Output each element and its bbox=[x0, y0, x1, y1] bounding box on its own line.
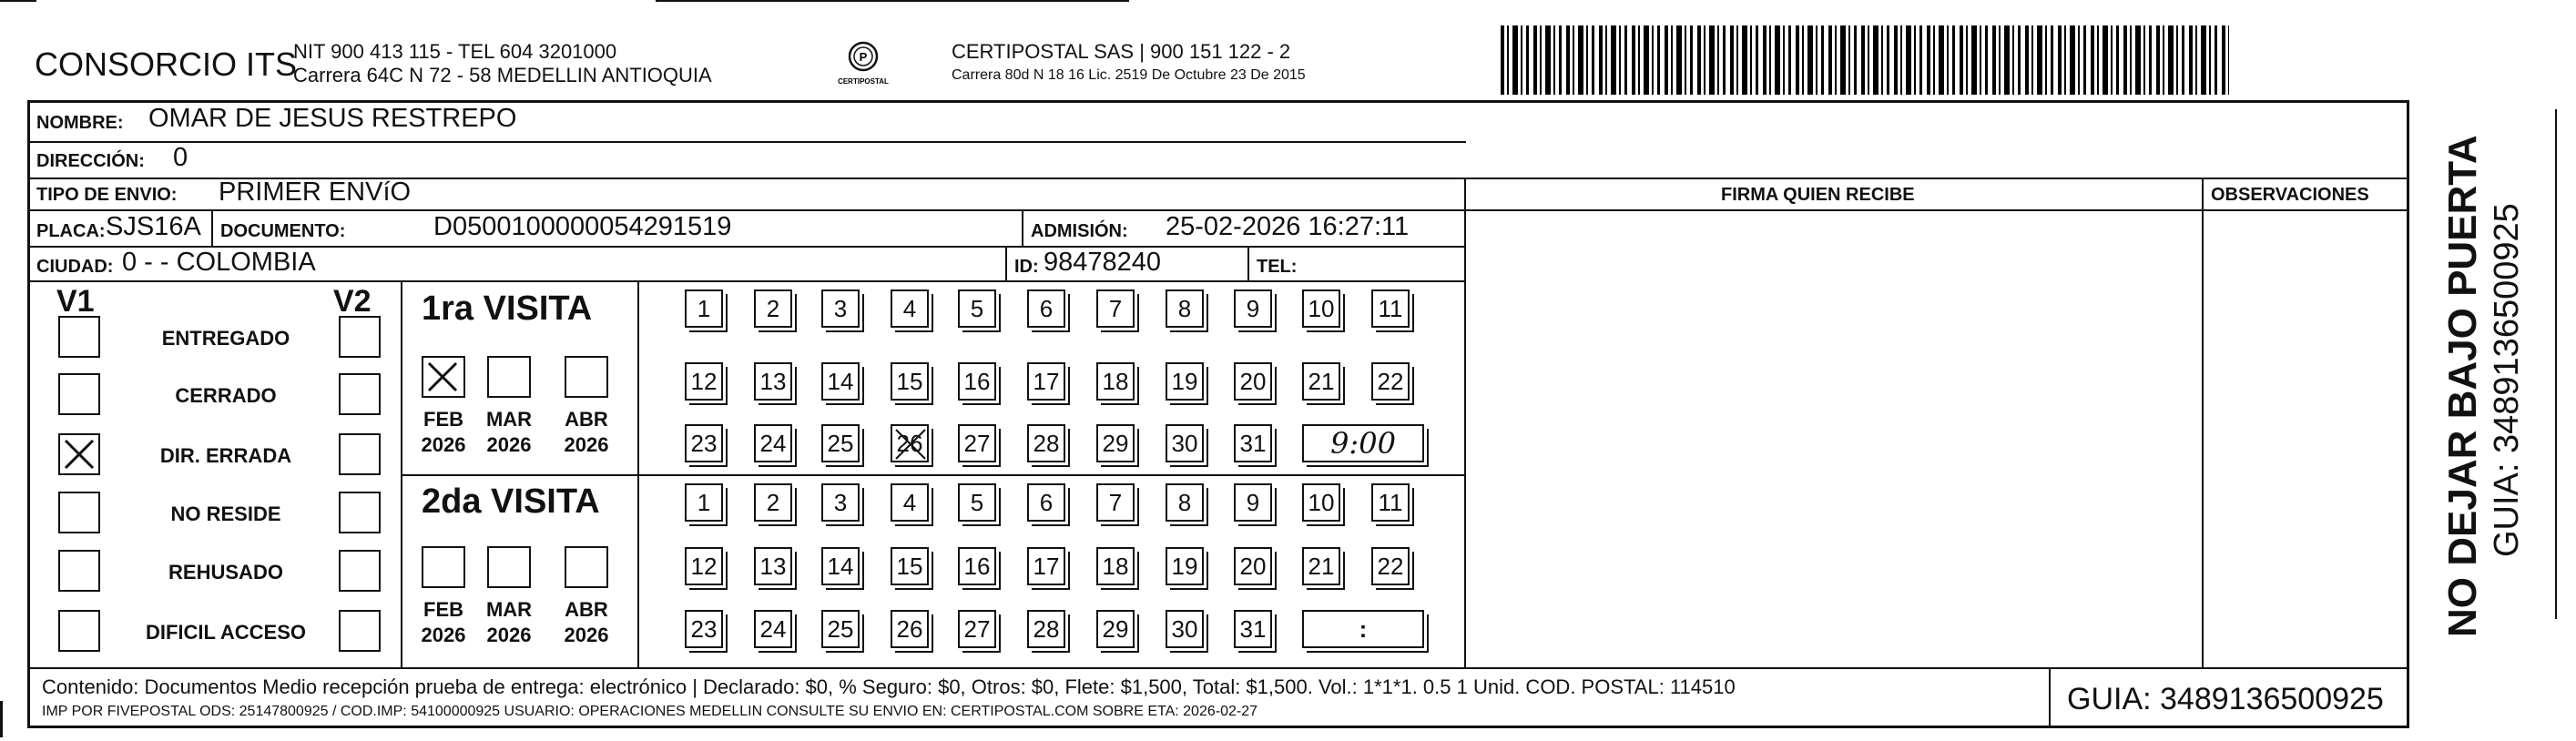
v2-checkbox-dir-errada[interactable] bbox=[339, 433, 381, 475]
placa-label: PLACA: bbox=[36, 221, 106, 241]
admision-label: ADMISIÓN: bbox=[1031, 221, 1128, 241]
first-visit-month-label: MAR bbox=[485, 408, 533, 431]
first-visit-day-10[interactable]: 10 bbox=[1302, 289, 1340, 328]
second-visit-day-19[interactable]: 19 bbox=[1166, 547, 1204, 585]
first-visit-day-8[interactable]: 8 bbox=[1166, 289, 1204, 328]
v1-checkbox-cerrado[interactable] bbox=[58, 373, 100, 415]
second-visit-day-17[interactable]: 17 bbox=[1027, 547, 1065, 585]
first-visit-day-25[interactable]: 25 bbox=[821, 424, 860, 462]
second-visit-month-mar-checkbox[interactable] bbox=[487, 546, 531, 588]
second-visit-day-4[interactable]: 4 bbox=[891, 483, 929, 522]
v2-checkbox-rehusado[interactable] bbox=[339, 550, 381, 592]
footer-guia: GUIA: 3489136500925 bbox=[2067, 682, 2384, 716]
first-visit-day-6[interactable]: 6 bbox=[1027, 289, 1065, 328]
first-visit-month-abr-checkbox[interactable] bbox=[565, 356, 608, 398]
first-visit-month-label: FEB bbox=[423, 408, 463, 431]
ciudad-label: CIUDAD: bbox=[36, 257, 114, 277]
second-visit-year-label: 2026 bbox=[486, 624, 532, 646]
logo-wordmark: CERTIPOSTAL bbox=[838, 77, 889, 86]
nombre-label: NOMBRE: bbox=[36, 113, 124, 133]
second-visit-day-22[interactable]: 22 bbox=[1371, 547, 1410, 585]
second-visit-day-12[interactable]: 12 bbox=[685, 547, 723, 585]
address-line: Carrera 64C N 72 - 58 MEDELLIN ANTIOQUIA bbox=[293, 64, 712, 86]
barcode bbox=[1501, 25, 2229, 95]
first-visit-day-29[interactable]: 29 bbox=[1096, 424, 1135, 462]
first-visit-day-3[interactable]: 3 bbox=[821, 289, 860, 328]
first-visit-year-label: 2026 bbox=[421, 433, 466, 456]
first-visit-day-30[interactable]: 30 bbox=[1166, 424, 1204, 462]
status-label: REHUSADO bbox=[168, 561, 283, 584]
first-visit-day-17[interactable]: 17 bbox=[1027, 362, 1065, 401]
second-visit-day-8[interactable]: 8 bbox=[1166, 483, 1204, 522]
first-visit-day-4[interactable]: 4 bbox=[891, 289, 929, 328]
tipo-envio-label: TIPO DE ENVIO: bbox=[36, 185, 178, 205]
first-visit-day-21[interactable]: 21 bbox=[1302, 362, 1340, 401]
first-visit-day-18[interactable]: 18 bbox=[1096, 362, 1135, 401]
second-visit-day-14[interactable]: 14 bbox=[821, 547, 860, 585]
second-visit-day-27[interactable]: 27 bbox=[958, 610, 996, 648]
observaciones-header: OBSERVACIONES bbox=[2211, 185, 2369, 205]
first-visit-day-16[interactable]: 16 bbox=[958, 362, 996, 401]
v2-header: V2 bbox=[333, 284, 372, 319]
v2-checkbox-entregado[interactable] bbox=[339, 316, 381, 358]
footer-imp: IMP POR FIVEPOSTAL ODS: 25147800925 / COD.IMP: 54100000925 USUARIO: OPERACIONES MEDELLIN CONSULTE SU ENVIO EN: CERTIPOSTAL.COM SOBRE ETA: 2026-02-27 bbox=[42, 704, 1257, 719]
side-guia: GUIA: 3489136500925 bbox=[2488, 203, 2526, 557]
second-visit-day-20[interactable]: 20 bbox=[1234, 547, 1272, 585]
v2-checkbox-dificil-acceso[interactable] bbox=[339, 610, 381, 652]
second-visit-day-16[interactable]: 16 bbox=[958, 547, 996, 585]
second-visit-year-label: 2026 bbox=[564, 624, 609, 646]
tipo-envio-value: PRIMER ENVíO bbox=[219, 178, 412, 207]
second-visit-day-6[interactable]: 6 bbox=[1027, 483, 1065, 522]
first-visit-day-20[interactable]: 20 bbox=[1234, 362, 1272, 401]
first-visit-month-feb-checkbox[interactable] bbox=[422, 356, 465, 398]
second-visit-day-28[interactable]: 28 bbox=[1027, 610, 1065, 648]
certipostal-line2: Carrera 80d N 18 16 Lic. 2519 De Octubre 23 De 2015 bbox=[952, 67, 1306, 83]
placa-value: SJS16A bbox=[106, 212, 201, 241]
direccion-label: DIRECCIÓN: bbox=[36, 151, 145, 171]
second-visit-month-abr-checkbox[interactable] bbox=[565, 546, 608, 588]
second-visit-time-field[interactable]: : bbox=[1302, 610, 1424, 648]
second-visit-day-13[interactable]: 13 bbox=[754, 547, 792, 585]
second-visit-day-30[interactable]: 30 bbox=[1166, 610, 1204, 648]
second-visit-day-25[interactable]: 25 bbox=[821, 610, 860, 648]
second-visit-month-label: ABR bbox=[565, 598, 608, 621]
status-label: NO RESIDE bbox=[170, 502, 281, 525]
certipostal-line1: CERTIPOSTAL SAS | 900 151 122 - 2 bbox=[952, 40, 1291, 63]
second-visit-day-31[interactable]: 31 bbox=[1234, 610, 1272, 648]
first-visit-day-1[interactable]: 1 bbox=[685, 289, 723, 328]
second-visit-day-1[interactable]: 1 bbox=[685, 483, 723, 522]
first-visit-month-mar-checkbox[interactable] bbox=[487, 356, 531, 398]
first-visit-day-19[interactable]: 19 bbox=[1166, 362, 1204, 401]
second-visit-month-label: FEB bbox=[423, 598, 463, 621]
first-visit-time-field[interactable]: 9:00 bbox=[1302, 424, 1424, 462]
second-visit-day-29[interactable]: 29 bbox=[1096, 610, 1135, 648]
v1-checkbox-dificil-acceso[interactable] bbox=[58, 610, 100, 652]
first-visit-day-13[interactable]: 13 bbox=[754, 362, 792, 401]
first-visit-day-31[interactable]: 31 bbox=[1234, 424, 1272, 462]
second-visit-day-21[interactable]: 21 bbox=[1302, 547, 1340, 585]
side-warning: NO DEJAR BAJO PUERTA bbox=[2440, 135, 2485, 637]
company-name: CONSORCIO ITS bbox=[35, 46, 298, 83]
second-visit-day-11[interactable]: 11 bbox=[1371, 483, 1410, 522]
id-value: 98478240 bbox=[1044, 248, 1162, 277]
status-label: DIFICIL ACCESO bbox=[145, 621, 306, 644]
first-visit-month-label: ABR bbox=[565, 408, 608, 431]
first-visit-day-24[interactable]: 24 bbox=[754, 424, 792, 462]
first-visit-title: 1ra VISITA bbox=[422, 289, 593, 328]
v1-checkbox-no-reside[interactable] bbox=[58, 492, 100, 533]
second-visit-day-9[interactable]: 9 bbox=[1234, 483, 1272, 522]
svg-text:P: P bbox=[859, 50, 868, 64]
first-visit-day-9[interactable]: 9 bbox=[1234, 289, 1272, 328]
nombre-value: OMAR DE JESUS RESTREPO bbox=[148, 104, 517, 133]
status-label: ENTREGADO bbox=[161, 327, 290, 350]
first-visit-day-23[interactable]: 23 bbox=[685, 424, 723, 462]
first-visit-day-14[interactable]: 14 bbox=[821, 362, 860, 401]
v2-checkbox-no-reside[interactable] bbox=[339, 492, 381, 533]
v1-checkbox-entregado[interactable] bbox=[58, 316, 100, 358]
first-visit-day-28[interactable]: 28 bbox=[1027, 424, 1065, 462]
second-visit-day-3[interactable]: 3 bbox=[821, 483, 860, 522]
first-visit-day-12[interactable]: 12 bbox=[685, 362, 723, 401]
v1-header: V1 bbox=[56, 284, 95, 319]
second-visit-title: 2da VISITA bbox=[422, 482, 600, 521]
first-visit-year-label: 2026 bbox=[564, 433, 609, 456]
tel-label: TEL: bbox=[1257, 257, 1298, 277]
second-visit-month-feb-checkbox[interactable] bbox=[422, 546, 465, 588]
first-visit-day-15[interactable]: 15 bbox=[891, 362, 929, 401]
second-visit-day-5[interactable]: 5 bbox=[958, 483, 996, 522]
v1-checkbox-rehusado[interactable] bbox=[58, 550, 100, 592]
v1-checkbox-dir-errada[interactable] bbox=[58, 433, 100, 475]
second-visit-day-26[interactable]: 26 bbox=[891, 610, 929, 648]
firma-header: FIRMA QUIEN RECIBE bbox=[1721, 185, 1915, 205]
second-visit-day-10[interactable]: 10 bbox=[1302, 483, 1340, 522]
second-visit-year-label: 2026 bbox=[421, 624, 466, 646]
second-visit-day-23[interactable]: 23 bbox=[685, 610, 723, 648]
v2-checkbox-cerrado[interactable] bbox=[339, 373, 381, 415]
admision-value: 25-02-2026 16:27:11 bbox=[1166, 212, 1410, 241]
direccion-value: 0 bbox=[173, 143, 188, 172]
second-visit-day-18[interactable]: 18 bbox=[1096, 547, 1135, 585]
first-visit-day-27[interactable]: 27 bbox=[958, 424, 996, 462]
documento-label: DOCUMENTO: bbox=[220, 221, 346, 241]
first-visit-day-7[interactable]: 7 bbox=[1096, 289, 1135, 328]
second-visit-day-2[interactable]: 2 bbox=[754, 483, 792, 522]
first-visit-day-22[interactable]: 22 bbox=[1371, 362, 1410, 401]
first-visit-day-11[interactable]: 11 bbox=[1371, 289, 1410, 328]
second-visit-day-15[interactable]: 15 bbox=[891, 547, 929, 585]
first-visit-day-2[interactable]: 2 bbox=[754, 289, 792, 328]
documento-value: D0500100000054291519 bbox=[433, 212, 732, 241]
first-visit-year-label: 2026 bbox=[486, 433, 532, 456]
footer-contenido: Contenido: Documentos Medio recepción prueba de entrega: electrónico | Declarado: $0, % Seguro: $0, Otros: $0, Flete: $1,500, Total: $1,500. Vol.: 1*1*1. 0.5 1 Unid. COD. POSTAL: 114510 bbox=[42, 675, 1736, 698]
second-visit-day-24[interactable]: 24 bbox=[754, 610, 792, 648]
second-visit-month-label: MAR bbox=[485, 598, 533, 621]
status-label: CERRADO bbox=[175, 384, 277, 407]
id-label: ID: bbox=[1014, 257, 1039, 277]
certipostal-logo bbox=[836, 38, 891, 91]
first-visit-day-5[interactable]: 5 bbox=[958, 289, 996, 328]
ciudad-value: 0 - - COLOMBIA bbox=[122, 248, 316, 277]
nit-line: NIT 900 413 115 - TEL 604 3201000 bbox=[293, 40, 617, 63]
first-visit-day-26[interactable]: 26 bbox=[891, 424, 929, 462]
status-label: DIR. ERRADA bbox=[159, 444, 292, 467]
second-visit-day-7[interactable]: 7 bbox=[1096, 483, 1135, 522]
